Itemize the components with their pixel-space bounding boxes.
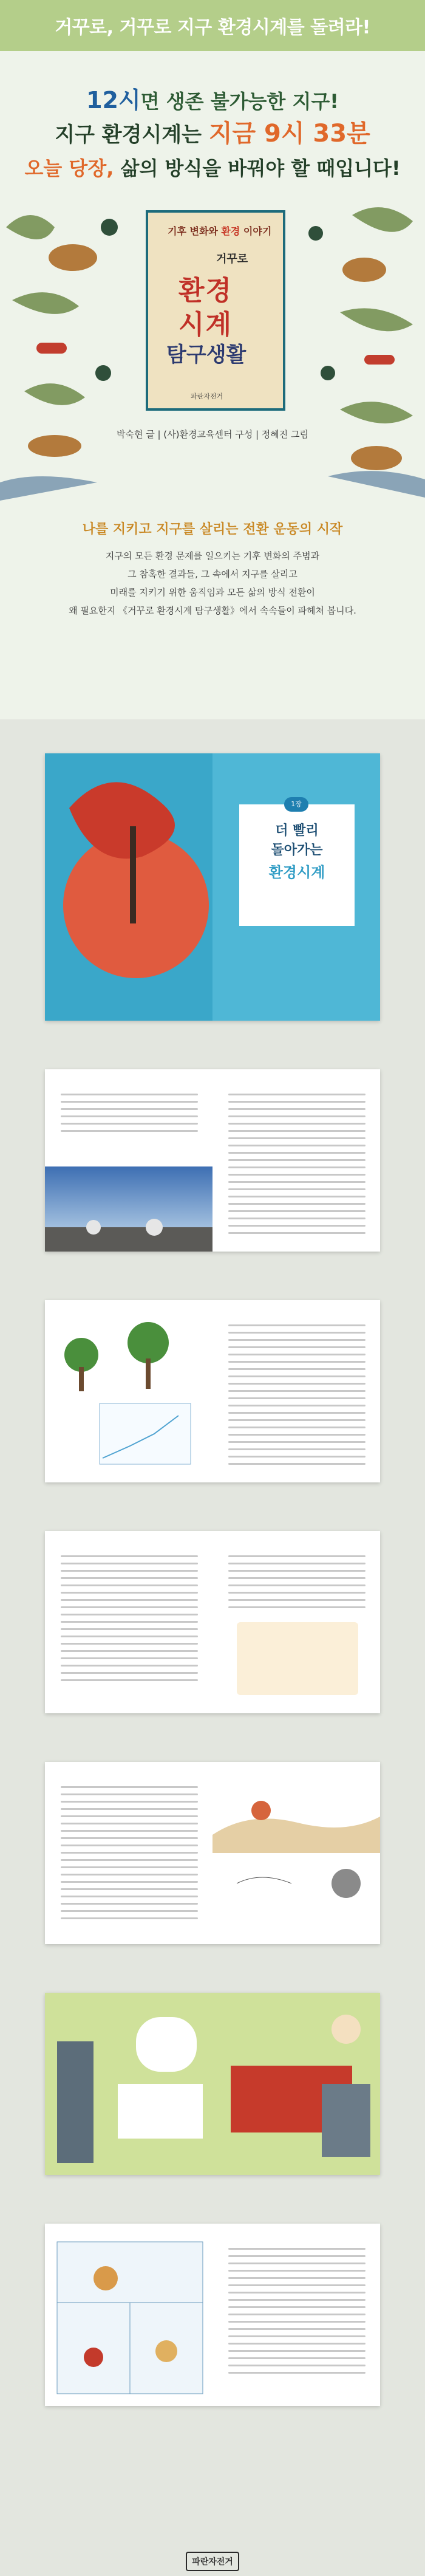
book-small-title: 거꾸로 [216,253,248,265]
spread-right-page [212,2224,380,2406]
intro-line-2: 지구 환경시계는 지금 9시 33분 [55,120,370,148]
desc-line: 미래를 지키기 위한 움직임과 모든 삶의 방식 전환이 [110,587,315,598]
spread-right-page [212,1762,380,1944]
spread-7 [45,2224,380,2406]
intro-line-3: 오늘 당장, 삶의 방식을 바꿔야 할 때입니다! [24,157,401,180]
city-people-illustration [212,1993,380,2175]
tree-globe-illustration [45,753,212,1021]
spread-left-page [45,1762,212,1944]
intro-section [0,51,425,719]
disaster-comic-illustration [212,1762,380,1944]
book-publisher: 파란자전거 [191,392,223,400]
desc-line: 지구의 모든 환경 문제를 일으키는 기후 변화의 주범과 [105,550,320,561]
telescope-photo [45,1166,212,1252]
spread-6 [45,1993,380,2175]
chapter-title-3: 환경시계 [268,864,325,881]
spread-left-page [45,753,212,1021]
spread-left-page [45,1069,212,1252]
tree-co2-illustration [45,1300,212,1482]
chapter-title-1: 더 빨리 [275,823,319,838]
chapter-tag: 1장 [284,797,308,812]
spread-right-page [212,1069,380,1252]
spread-left-page [45,1531,212,1713]
slogan: 나를 지키고 지구를 살리는 전환 운동의 시작 [82,522,343,537]
chapter-card [239,800,355,926]
book-cover [146,210,285,411]
top-banner [0,0,425,51]
intro-12-oclock: 12시 [86,87,141,114]
city-building-illustration [45,1993,212,2175]
publisher-logo: 파란자전거 [176,2552,249,2571]
chapter-title-2: 돌아가는 [271,843,323,858]
intro-line-1: 12시면 생존 불가능한 지구! [86,87,339,114]
book-title-2: 시계 [178,309,233,340]
comic-strip-illustration [45,2224,212,2406]
spread-5 [45,1762,380,1944]
book-title-3: 탐구생활 [166,343,246,367]
footer [0,2454,425,2576]
desc-line: 그 참혹한 결과들, 그 속에서 지구를 살리고 [127,569,298,580]
spread-right-page [212,1531,380,1713]
spread-4 [45,1531,380,1713]
spread-chapter-opener [45,753,380,1021]
spread-left-page [45,1300,212,1482]
intro-time-highlight: 지금 9시 33분 [208,120,370,148]
banner-title: 거꾸로, 거꾸로 지구 환경시계를 돌려라! [55,17,370,38]
book-credits: 박숙현 글 | (사)환경교육센터 구성 | 정혜진 그림 [116,429,308,440]
spread-left-page [45,2224,212,2406]
spread-right-page [212,1300,380,1482]
sidebar-box [237,1622,358,1695]
spread-2 [45,1069,380,1252]
spread-3 [45,1300,380,1482]
book-title-1: 환경 [178,275,233,306]
spread-left-page [45,1993,212,2175]
desc-line: 왜 필요한지 《거꾸로 환경시계 탐구생활》에서 속속들이 파헤쳐 봅니다. [69,605,356,616]
spread-right-page [212,753,380,1021]
book-subtitle: 기후 변화와 환경 이야기 [168,225,272,237]
spread-right-page [212,1993,380,2175]
